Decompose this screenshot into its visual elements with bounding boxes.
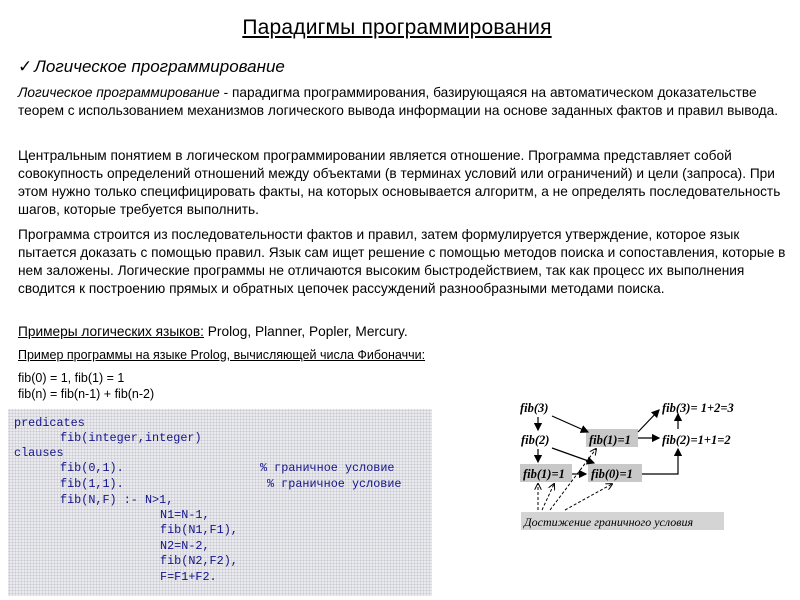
fibonacci-recursion-diagram xyxy=(510,392,755,542)
node-fib1-left: fib(1)=1 xyxy=(523,467,565,481)
node-fib2: fib(2) xyxy=(521,433,550,447)
code-line: fib(N2,F2), xyxy=(160,554,238,568)
slide-title: Парадигмы программирования xyxy=(242,16,552,39)
definition-paragraph xyxy=(18,84,788,120)
section-heading xyxy=(18,57,285,77)
code-line: predicates xyxy=(14,416,85,430)
code-line: clauses xyxy=(14,446,64,460)
dashed-arrow xyxy=(565,484,612,510)
program-paragraph: Программа строится из последовательности фактов и правил, затем формулируется утверждение, которое язык пытается доказать с помощью правил. Язык сам ищет решение с помощью методов поиска и сопоставления, которые в нем заложены. Логические программы не отличаются высоким быстродействием, так как процесс их выполнения сводится к построению прямых и обратных цепочек рассуждений разнообразными методами поиска. xyxy=(18,227,786,296)
arrow-fib3-to-fib1 xyxy=(552,416,588,432)
dashed-arrow xyxy=(542,484,554,510)
prolog-code-block xyxy=(8,409,432,596)
arrow-fib0-to-fib2-result xyxy=(642,449,678,474)
node-fib0: fib(0)=1 xyxy=(591,467,633,481)
node-fib3-result: fib(3)= 1+2=3 xyxy=(662,401,734,415)
code-line: fib(1,1). xyxy=(60,477,124,491)
fibonacci-formulas xyxy=(18,370,154,402)
code-line: fib(N1,F1), xyxy=(160,523,238,537)
check-mark-icon: ✓ xyxy=(18,57,33,76)
examples-languages: Prolog, Planner, Popler, Mercury. xyxy=(204,324,408,339)
code-line: fib(integer,integer) xyxy=(60,431,202,445)
code-line: F=F1+F2. xyxy=(160,570,217,584)
arrow-fib1-to-fib3-result xyxy=(638,410,659,432)
code-line: fib(N,F) :- N>1, xyxy=(60,493,174,507)
relation-paragraph: Центральным понятием в логическом программировании является отношение. Программа представляет собой совокупность определений отношений между объектами (в терминах условий или ограничений) и цели (запроса). При этом нужно только специфицировать факты, на которых основывается алгоритм, а не определять последовательность шагов, которые требуется выполнить. xyxy=(18,148,781,217)
examples-paragraph xyxy=(18,323,788,341)
formula-line: fib(n) = fib(n-1) + fib(n-2) xyxy=(18,387,155,401)
definition-term: Логическое программирование xyxy=(18,85,220,100)
code-comment: % граничное условие xyxy=(267,477,402,491)
diagram-caption: Достижение граничного условия xyxy=(524,515,694,529)
node-fib2-result: fib(2)=1+1=2 xyxy=(662,433,731,447)
examples-label: Примеры логических языков: xyxy=(18,324,204,339)
node-fib3: fib(3) xyxy=(520,401,549,415)
node-fib1-mid: fib(1)=1 xyxy=(589,433,631,447)
code-line: N1=N-1, xyxy=(160,508,210,522)
code-line: fib(0,1). xyxy=(60,461,124,475)
example-caption: Пример программы на языке Prolog, вычисляющей числа Фибоначчи: xyxy=(18,348,426,362)
code-comment: % граничное условие xyxy=(260,461,395,475)
definition-text: - парадигма программирования, базирующаяся на автоматическом доказательстве теорем с использованием механизмов логического вывода информации на основе заданных фактов и правил вывода. xyxy=(18,85,779,118)
code-line: N2=N-2, xyxy=(160,539,210,553)
section-heading-text: Логическое программирование xyxy=(34,57,285,76)
formula-line: fib(0) = 1, fib(1) = 1 xyxy=(18,371,125,385)
